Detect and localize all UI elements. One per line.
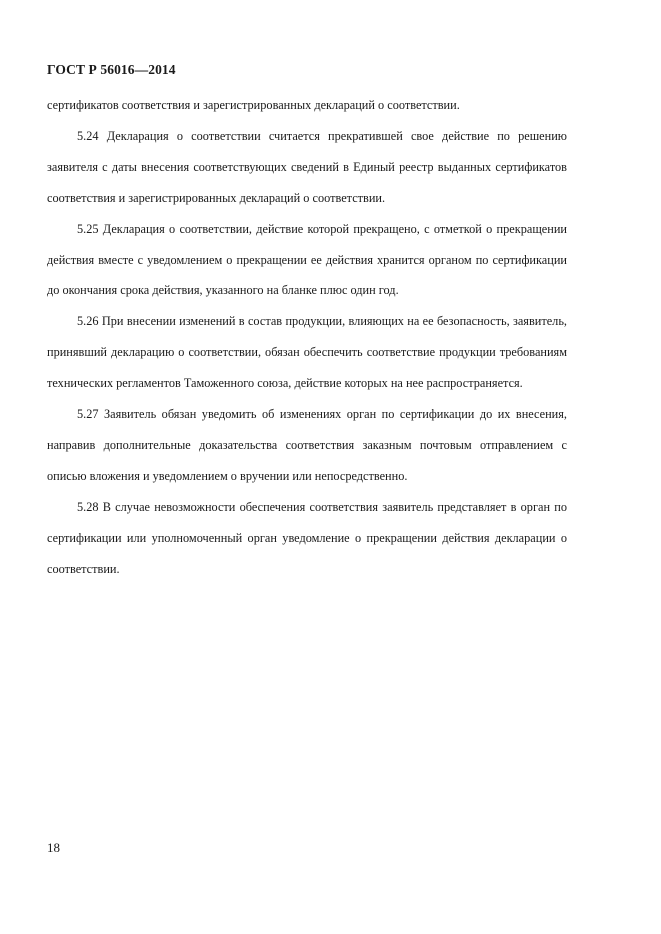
paragraph-5-25: 5.25 Декларация о соответствии, действие которой прекращено, с отметкой о прекращении действия вместе с уведомлением о прекращении ее действия хранится органом по сертификации до окончания срока действия, указанного на бланке плюс один год. (47, 221, 567, 298)
paragraph-5-26: 5.26 При внесении изменений в состав продукции, влияющих на ее безопасность, заявитель, принявший декларацию о соответствии, обязан обеспечить соответствие продукции требованиям технических регламентов Таможенного союза, действие которых на нее распространяется. (47, 314, 567, 391)
paragraph-5-28: 5.28 В случае невозможности обеспечения соответствия заявитель представляет в орган по сертификации или уполномоченный орган уведомление о прекращении действия декларации о соответствии. (47, 499, 567, 576)
standard-code-header: ГОСТ Р 56016—2014 (47, 62, 176, 77)
paragraph-5-27: 5.27 Заявитель обязан уведомить об изменениях орган по сертификации до их внесения, направив дополнительные доказательства соответствия заказным почтовым отправлением с описью вложения и уведомлением о вручении или непосредственно. (47, 407, 567, 483)
page-number: 18 (47, 840, 60, 855)
paragraph-5-24: 5.24 Декларация о соответствии считается прекратившей свое действие по решению заявителя с даты внесения соответствующих сведений в Единый реестр выданных сертификатов соответствия и зарегистрированных деклараций о соответствии. (47, 128, 567, 205)
body-text (47, 90, 567, 585)
paragraph-continuation: сертификатов соответствия и зарегистрированных деклараций о соответствии. (47, 98, 460, 112)
